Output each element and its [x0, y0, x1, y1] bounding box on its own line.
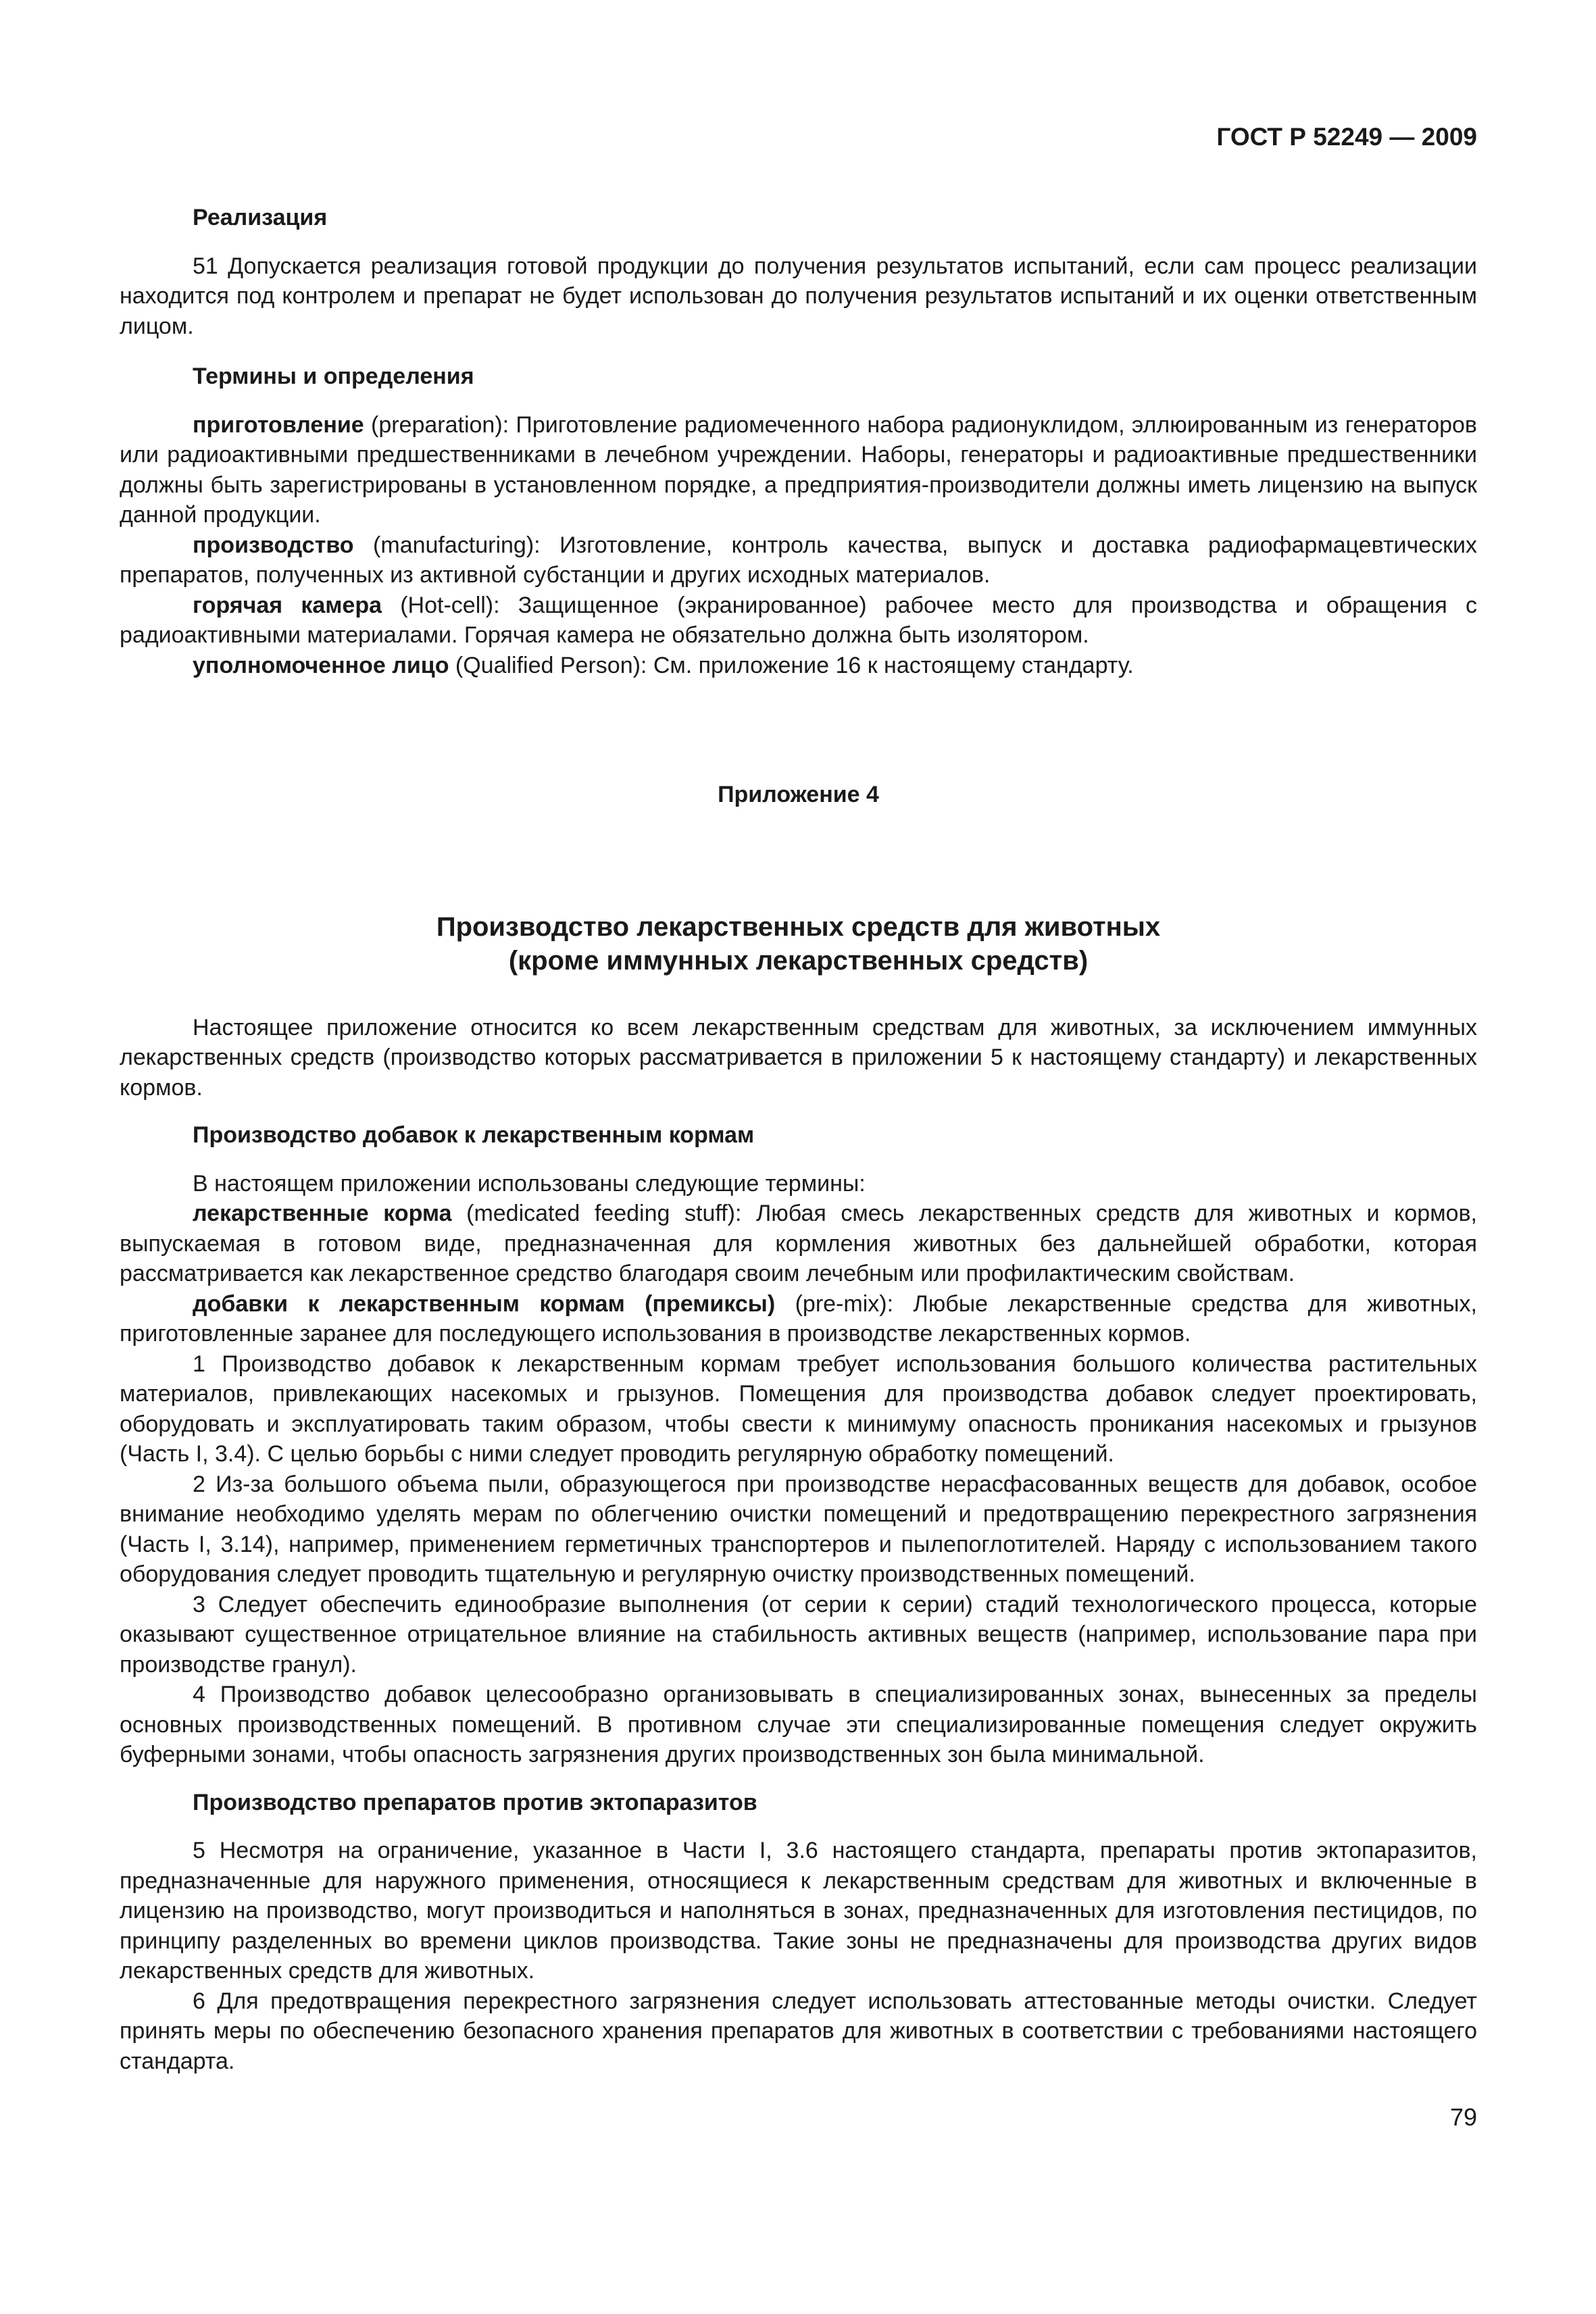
term-definition: (manufacturing): Изготовление, контроль качества, выпуск и доставка радиофармацевтических препаратов, полученных из активной субстанции и других исходных материалов.	[120, 532, 1477, 588]
term-label: добавки к лекарственным кормам (премиксы)	[193, 1290, 776, 1317]
heading-realization: Реализация	[193, 205, 328, 230]
heading-terms: Термины и определения	[193, 363, 474, 389]
paragraph-6: 6 Для предотвращения перекрестного загрязнения следует использовать аттестованные методы очистки. Следует принять меры по обеспечению безопасного хранения препаратов для животных в соответствии с требованиями настоящего стандарта.	[120, 1988, 1477, 2074]
term-definition: (preparation): Приготовление радиомеченного набора радионуклидом, эллюированным из генераторов или радиоактивными предшественниками в лечебном учреждении. Наборы, генераторы и радиоактивные предшественники должны быть зарегистрированы в установленном порядке, а предприятия-производители должны иметь лицензию на выпуск данной продукции.	[120, 411, 1477, 528]
term-definition: (Qualified Person): См. приложение 16 к настоящему стандарту.	[449, 652, 1134, 678]
paragraph-4: 4 Производство добавок целесообразно организовывать в специализированных зонах, вынесенных за пределы основных производственных помещений. В противном случае эти специализированные помещения следует окружить буферными зонами, чтобы опасность загрязнения других производственных зон была минимальной.	[120, 1682, 1477, 1767]
heading-premix: Производство добавок к лекарственным кормам	[193, 1122, 755, 1148]
term-label: горячая камера	[193, 592, 382, 618]
term-qualified-person	[120, 651, 1477, 681]
paragraph-3: 3 Следует обеспечить единообразие выполнения (от серии к серии) стадий технологического процесса, которые оказывают существенное отрицательное влияние на стабильность активных веществ (например, использование пара при производстве гранул).	[120, 1591, 1477, 1678]
paragraph-2: 2 Из-за большого объема пыли, образующегося при производстве нерасфасованных веществ для добавок, особое внимание необходимо уделять мерам по облегчению очистки помещений и предотвращению перекрестного загрязнения (Часть I, 3.14), например, применением герметичных транспортеров и пылепоглотителей. Наряду с использованием такого оборудования следует проводить тщательную и регулярную очистку производственных помещений.	[120, 1471, 1477, 1587]
term-medicated-feed	[120, 1199, 1477, 1289]
term-definition: (medicated feeding stuff): Любая смесь лекарственных средств для животных и кормов, выпускаемая в готовом виде, предназначенная для кормления животных без дальнейшей обработки, которая рассматривается как лекарственное средство благодаря своим лечебным или профилактическим свойствам.	[120, 1201, 1477, 1286]
term-label: лекарственные корма	[193, 1201, 452, 1226]
term-definition: (pre-mix): Любые лекарственные средства для животных, приготовленные заранее для последующего использования в производстве лекарственных кормов.	[120, 1290, 1478, 1347]
term-preparation	[120, 410, 1477, 530]
paragraph-5: 5 Несмотря на ограничение, указанное в Части I, 3.6 настоящего стандарта, препараты против эктопаразитов, предназначенные для наружного применения, относящиеся к лекарственным средствам для животных и включенные в лицензию на производство, могут производиться и наполняться в зонах, предназначенных для изготовления пестицидов, по принципу разделенных во времени циклов производства. Такие зоны не предназначены для производства других видов лекарственных средств для животных.	[120, 1838, 1477, 1984]
paragraph-51: 51 Допускается реализация готовой продукции до получения результатов испытаний, если сам процесс реализации находится под контролем и препарат не будет использован до получения результатов испытаний и их оценки ответственным лицом.	[120, 253, 1477, 339]
page-number: 79	[1449, 2103, 1477, 2131]
annex-title	[120, 910, 1477, 978]
terms-intro: В настоящем приложении использованы следующие термины:	[193, 1170, 866, 1197]
page-content	[120, 203, 1477, 2076]
term-label: производство	[193, 532, 354, 558]
standard-code: ГОСТ Р 52249 — 2009	[1216, 123, 1477, 151]
annex-title-line-2: (кроме иммунных лекарственных средств)	[508, 945, 1089, 976]
annex-label: Приложение 4	[718, 782, 879, 807]
heading-ectoparasites: Производство препаратов против эктопаразитов	[193, 1789, 757, 1815]
paragraph-1: 1 Производство добавок к лекарственным кормам требует использования большого количества растительных материалов, привлекающих насекомых и грызунов. Помещения для производства добавок следует проектировать, оборудовать и эксплуатировать таким образом, чтобы свести к минимуму опасность проникания насекомых и грызунов (Часть I, 3.4). С целью борьбы с ними следует проводить регулярную обработку помещений.	[120, 1351, 1477, 1467]
annex-intro: Настоящее приложение относится ко всем лекарственным средствам для животных, за исключением иммунных лекарственных средств (производство которых рассматривается в приложении 5 к настоящему стандарту) и лекарственных кормов.	[120, 1014, 1477, 1101]
term-premix	[120, 1289, 1477, 1349]
term-hot-cell	[120, 590, 1477, 651]
term-manufacturing	[120, 530, 1477, 590]
term-definition: (Hot-cell): Защищенное (экранированное) рабочее место для производства и обращения с радиоактивными материалами. Горячая камера не обязательно должна быть изолятором.	[120, 592, 1477, 648]
term-label: уполномоченное лицо	[193, 652, 449, 678]
annex-title-line-1: Производство лекарственных средств для животных	[436, 911, 1161, 942]
term-label: приготовление	[193, 411, 364, 438]
